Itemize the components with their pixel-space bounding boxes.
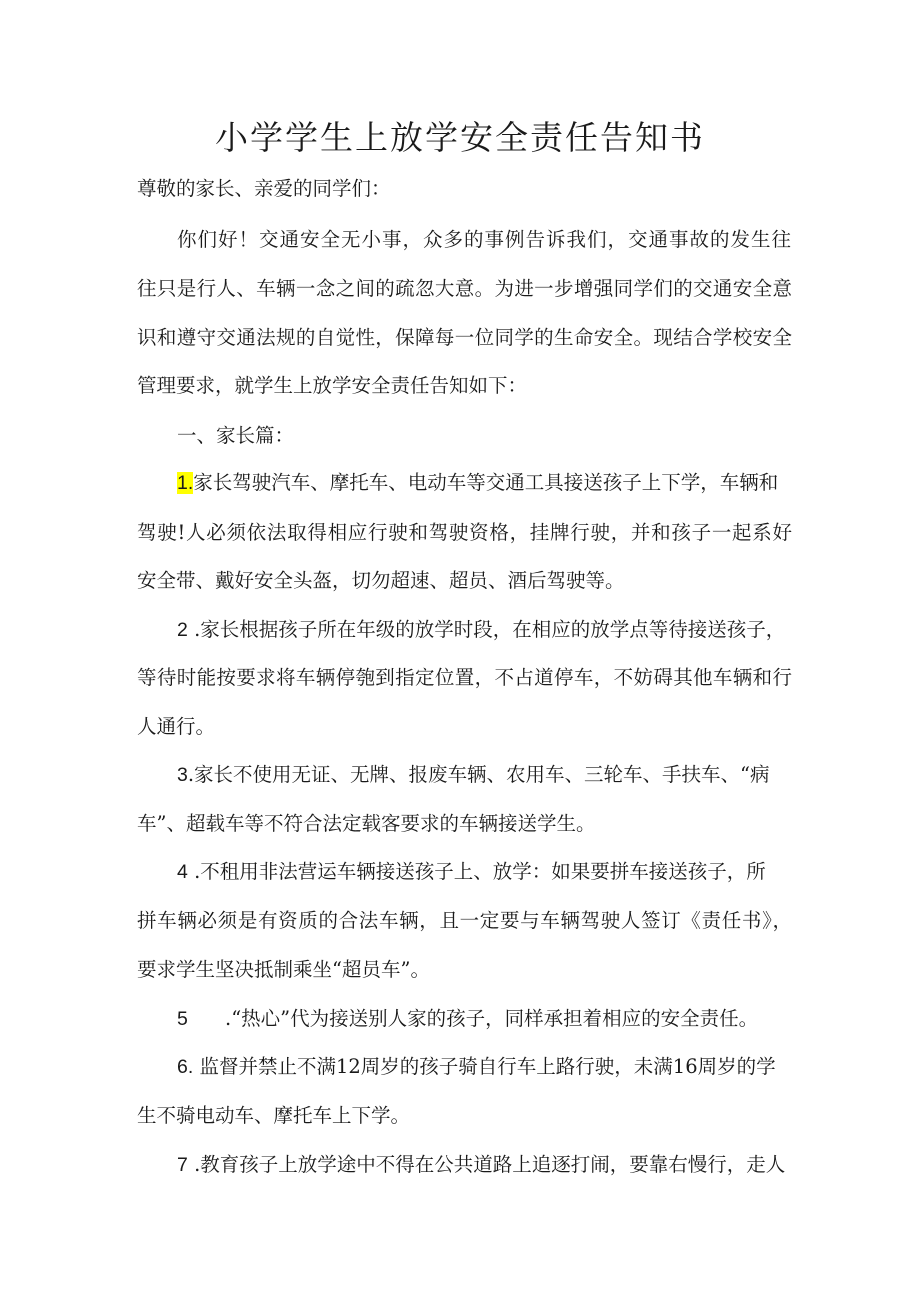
list-item — [177, 616, 785, 644]
intro-line: 往只是行人、车辆一念之间的疏忽大意。为进一步增强同学们的交通安全意 — [137, 277, 792, 300]
item-number: 3 — [177, 764, 188, 786]
item-line: 车”、超载车等不符合法定载客要求的车辆接送学生。 — [137, 812, 596, 835]
list-item — [177, 1151, 785, 1179]
document-title: 小学学生上放学安全责任告知书 — [215, 118, 705, 157]
item-text: .家长根据孩子所在年级的放学时段，在相应的放学点等待接送孩子， — [194, 618, 786, 641]
item-text: .家长不使用无证、无牌、报废车辆、农用车、三轮车、手扶车、“病 — [187, 763, 770, 786]
list-item — [177, 1005, 758, 1033]
intro-line: 识和遵守交通法规的自觉性，保障每一位同学的生命安全。现结合学校安全 — [137, 326, 792, 349]
item-text: .不租用非法营运车辆接送孩子上、放学：如果要拼车接送孩子，所 — [194, 860, 766, 883]
item-line: 要求学生坚决抵制乘坐“超员车”。 — [137, 958, 430, 981]
item-number: 4 — [177, 861, 188, 883]
item-number: 6. — [177, 1056, 194, 1078]
intro-line: 管理要求，就学生上放学安全责任告知如下： — [137, 374, 528, 397]
item-number: 2 — [177, 619, 188, 641]
item-number: 7 — [177, 1154, 188, 1176]
item-line: 等待时能按要求将车辆停匏到指定位置，不占道停车，不妨碍其他车辆和行 — [137, 666, 792, 689]
list-item — [177, 1053, 776, 1081]
salutation: 尊敬的家长、亲爱的同学们： — [137, 177, 391, 200]
item-text: .教育孩子上放学途中不得在公共道路上追逐打闹，要靠右慢行，走人 — [194, 1153, 786, 1176]
item-text: 监督并禁止不满12周岁的孩子骑自行车上路行驶，未满16周岁的学 — [199, 1055, 776, 1078]
item-line: 人通行。 — [137, 715, 216, 738]
list-item — [177, 858, 766, 886]
item-number: 1. — [177, 472, 194, 494]
item-line: 生不骑电动车、摩托车上下学。 — [137, 1104, 411, 1127]
item-number: 5 — [177, 1008, 188, 1030]
item-text: .“热心”代为接送别人家的孩子，同样承担着相应的安全责任。 — [225, 1007, 759, 1030]
item-line: 安全带、戴好安全头盔，切勿超速、超员、酒后驾驶等。 — [137, 569, 625, 592]
item-text: 家长驾驶汽车、摩托车、电动车等交通工具接送孩子上下学，车辆和 — [193, 471, 779, 494]
list-item — [177, 761, 770, 789]
intro-line: 你们好！交通安全无小事，众多的事例告诉我们，交通事故的发生往 — [177, 228, 791, 251]
section-heading: 一、家长篇： — [177, 424, 295, 447]
list-item — [177, 469, 791, 497]
item-line: 拼车辆必须是有资质的合法车辆，且一定要与车辆驾驶人签订《责任书》， — [137, 909, 792, 932]
item-line: 驾驶!人必须依法取得相应行驶和驾驶资格，挂牌行驶，并和孩子一起系好 — [137, 521, 792, 544]
